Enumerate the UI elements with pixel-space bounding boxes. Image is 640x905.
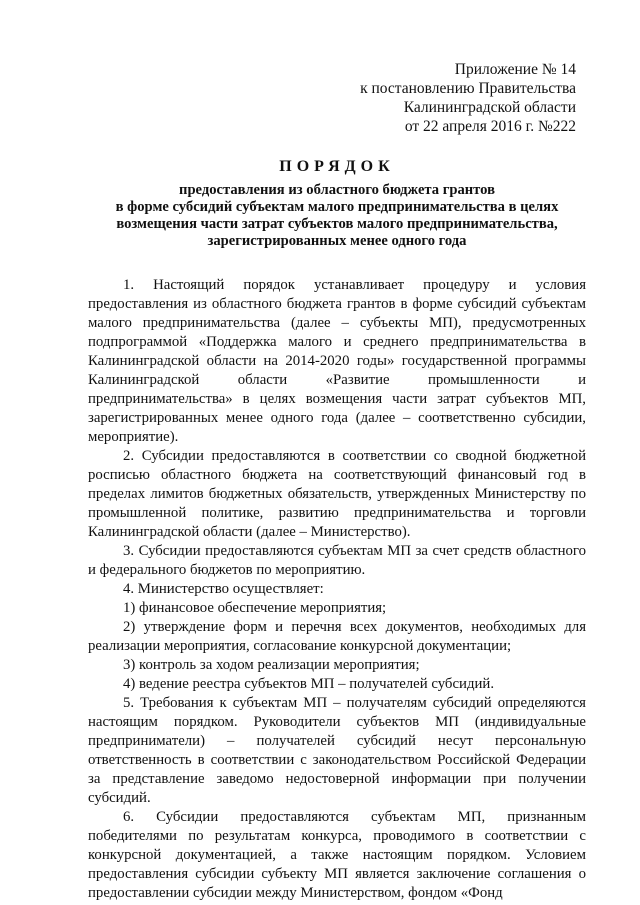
document-body [88,276,586,903]
paragraph-1: 1. Настоящий порядок устанавливает процедуру и условия предоставления из областного бюджета грантов в форме субсидий субъектам малого предпринимательства (далее – субъекты МП), предусмотренных подпрограммой «Поддержка малого и среднего предпринимательства в Калининградской области на 2014-2020 годы» государственной программы Калининградской области «Развитие промышленности и предпринимательства» в целях возмещения части затрат субъектов МП, зарегистрированных менее одного года (далее – соответственно субсидии, мероприятие). [88,277,586,445]
paragraph-6: 6. Субсидии предоставляются субъектам МП, признанным победителями по результатам конкурса, проводимого в соответствии с конкурсной документацией, а также настоящим порядком. Условием предоставления субсидии субъекту МП является заключение соглашения о предоставлении субсидии между Министерством, фондом «Фонд [88,809,586,901]
list-item: 2) утверждение форм и перечня всех документов, необходимых для реализации мероприятия, согласование конкурсной документации; [88,619,586,654]
subtitle-line: предоставления из областного бюджета грантов [179,182,495,198]
paragraph-5: 5. Требования к субъектам МП – получателям субсидий определяются настоящим порядком. Руководители субъектов МП (индивидуальные предприниматели) – получателей субсидий несут персональную ответственность в соответствии с законодательством Российской Федерации за представление заведомо недостоверной информации при получении субсидий. [88,695,586,806]
list-item: 4) ведение реестра субъектов МП – получателей субсидий. [123,676,495,692]
appendix-number: Приложение № 14 [454,61,576,78]
subtitle-line: в форме субсидий субъектам малого предпринимательства в целях [115,199,559,215]
subtitle-line: возмещения части затрат субъектов малого предпринимательства, [116,216,558,232]
document-title: ПОРЯДОК [279,158,395,175]
document-subtitle [88,182,586,250]
appendix-header [88,60,586,136]
appendix-date: от 22 апреля 2016 г. №222 [404,118,576,135]
subtitle-line: зарегистрированных менее одного года [207,233,467,249]
appendix-reference: к постановлению Правительства [360,80,576,97]
paragraph-2: 2. Субсидии предоставляются в соответствии со сводной бюджетной росписью областного бюджета на соответствующий финансовый год в пределах лимитов бюджетных обязательств, утвержденных Министерству по промышленной политике, развитию предпринимательства и торговли Калининградской области (далее – Министерство). [88,448,586,540]
list-item: 3) контроль за ходом реализации мероприятия; [123,657,420,673]
paragraph-4: 4. Министерство осуществляет: [123,581,324,597]
appendix-region: Калининградской области [403,99,576,116]
list-item: 1) финансовое обеспечение мероприятия; [123,600,387,616]
paragraph-3: 3. Субсидии предоставляются субъектам МП за счет средств областного и федерального бюджетов по мероприятию. [88,543,586,578]
